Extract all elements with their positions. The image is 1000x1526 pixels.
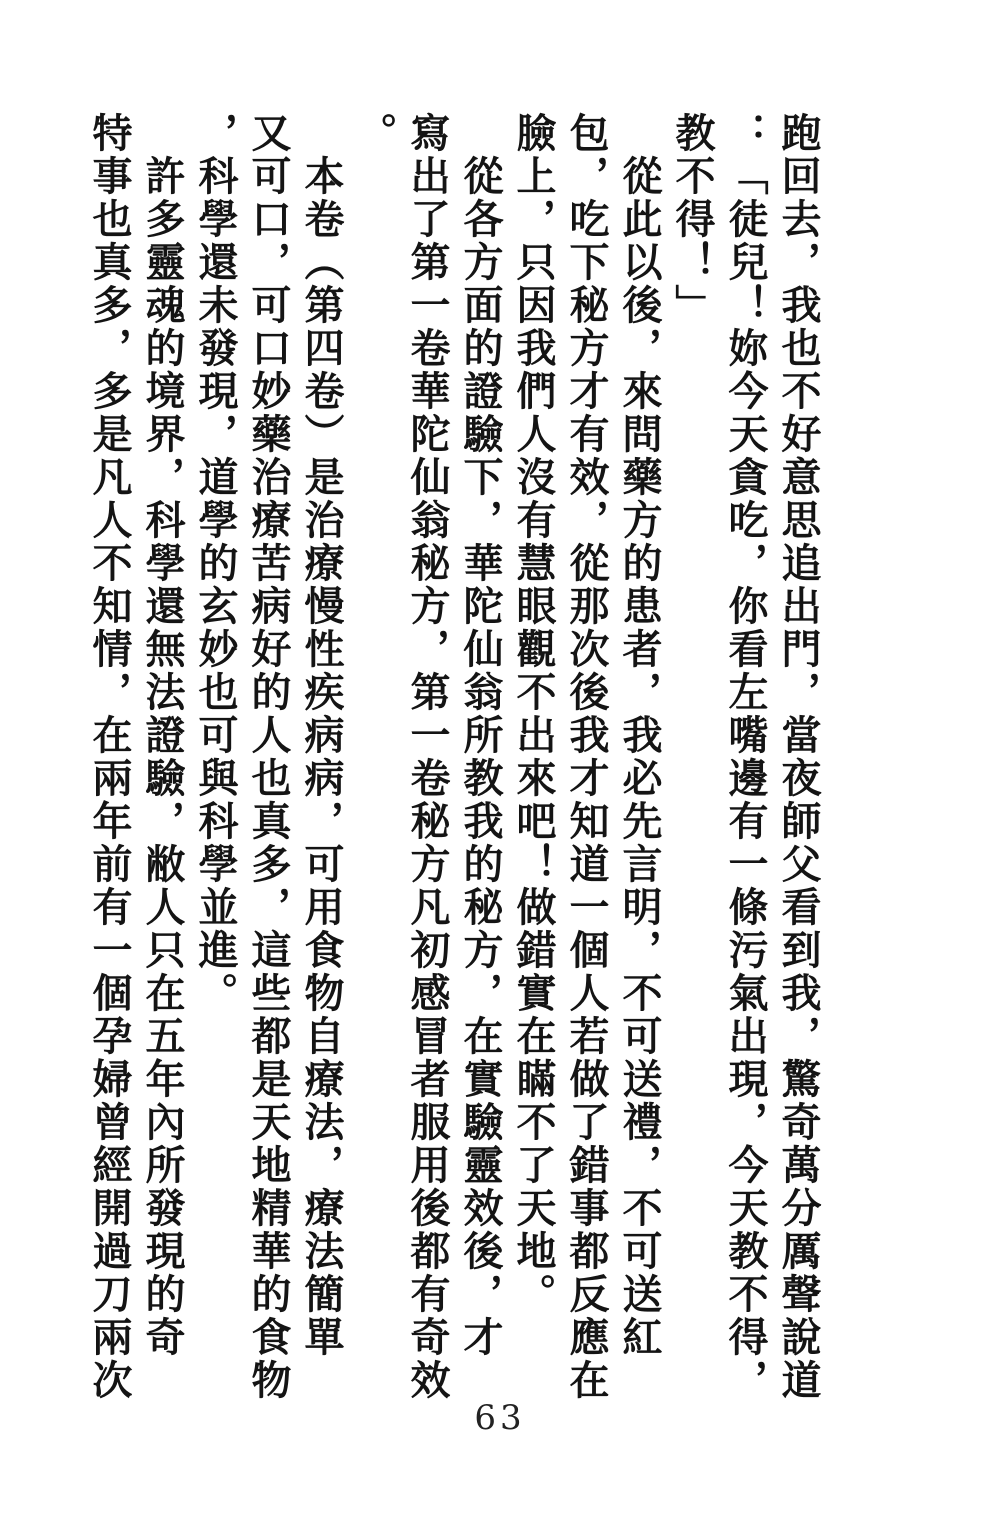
text-column: 又可口，可口妙藥治療苦病好的人也真多，這些都是天地精華的食物	[245, 112, 292, 1402]
text-column: 包，吃下秘方才有效，從那次後我才知道一個人若做了錯事都反應在	[563, 112, 610, 1402]
text-column: 從各方面的證驗下，華陀仙翁所教我的秘方，在實驗靈效後，才	[457, 112, 504, 1359]
vertical-text-body	[83, 112, 825, 1402]
text-column: 從此以後，來問藥方的患者，我必先言明，不可送禮，不可送紅	[616, 112, 663, 1359]
text-column: 臉上，只因我們人沒有慧眼觀不出來吧！做錯實在瞞不了天地。	[510, 112, 557, 1316]
text-column: 特事也真多，多是凡人不知情，在兩年前有一個孕婦曾經開過刀兩次	[86, 112, 133, 1402]
text-column: ，科學還未發現，道學的玄妙也可與科學並進。	[192, 112, 239, 1015]
text-column: ：「徒兒！妳今天貪吃，你看左嘴邊有一條污氣出現，今天教不得，	[722, 112, 769, 1402]
text-column: 寫出了第一卷華陀仙翁秘方，第一卷秘方凡初感冒者服用後都有奇效	[404, 112, 451, 1402]
page-number: 63	[474, 1398, 526, 1438]
text-column: 許多靈魂的境界，科學還無法證驗，敝人只在五年內所發現的奇	[139, 112, 186, 1359]
text-column: 跑回去，我也不好意思追出門，當夜師父看到我，驚奇萬分厲聲說道	[775, 112, 822, 1402]
text-column: 教不得！」	[669, 112, 716, 327]
text-column: 本卷（第四卷）是治療慢性疾病病，可用食物自療法，療法簡單	[298, 112, 345, 1359]
text-column: 。	[351, 112, 398, 155]
